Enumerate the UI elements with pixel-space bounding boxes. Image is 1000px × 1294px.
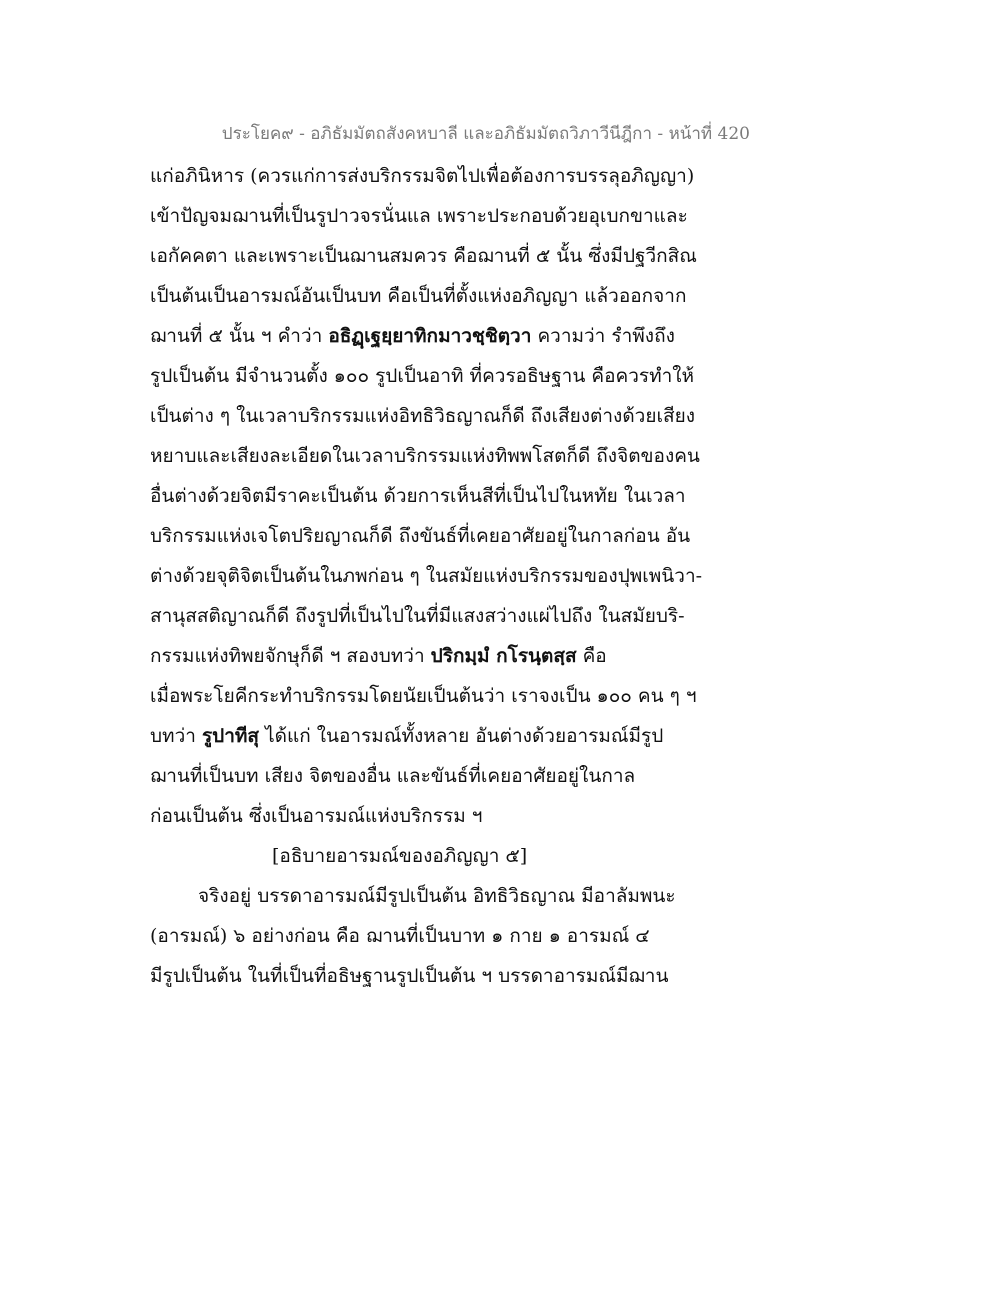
text-line	[150, 956, 750, 996]
text-line	[150, 236, 750, 276]
text-line	[150, 756, 750, 796]
pali-term: อธิฏฺเฐยฺยาทิกมาวชฺชิตฺวา	[328, 325, 532, 347]
text-segment: บทว่า	[150, 725, 202, 747]
text-segment: จริงอยู่ บรรดาอารมณ์มีรูปเป็นต้น อิทธิวิธญาณ มีอาลัมพนะ	[198, 885, 676, 907]
text-segment: บริกรรมแห่งเจโตปริยญาณก็ดี ถึงขันธ์ที่เคยอาศัยอยู่ในกาลก่อน อัน	[150, 525, 691, 547]
text-segment: เอกัคคตา และเพราะเป็นฌานสมควร คือฌานที่ ๕ นั้น ซึ่งมีปฐวีกสิณ	[150, 245, 697, 267]
text-segment: ฌานที่เป็นบท เสียง จิตของอื่น และขันธ์ที่เคยอาศัยอยู่ในกาล	[150, 765, 636, 787]
text-segment: ได้แก่ ในอารมณ์ทั้งหลาย อันต่างด้วยอารมณ์มีรูป	[259, 725, 664, 747]
text-line	[150, 156, 750, 196]
text-line	[150, 796, 750, 836]
text-line	[150, 356, 750, 396]
text-line	[150, 916, 750, 956]
text-line	[150, 276, 750, 316]
text-segment: รูปเป็นต้น มีจำนวนตั้ง ๑๐๐ รูปเป็นอาทิ ที่ควรอธิษฐาน คือควรทำให้	[150, 365, 695, 387]
text-line	[150, 396, 750, 436]
text-segment: ความว่า รำพึงถึง	[531, 325, 675, 347]
text-segment: มีรูปเป็นต้น ในที่เป็นที่อธิษฐานรูปเป็นต้น ฯ บรรดาอารมณ์มีฌาน	[150, 965, 669, 987]
text-line	[150, 556, 750, 596]
text-line	[150, 716, 750, 756]
text-segment: ก่อนเป็นต้น ซึ่งเป็นอารมณ์แห่งบริกรรม ฯ	[150, 805, 483, 827]
text-segment: ต่างด้วยจุติจิตเป็นต้นในภพก่อน ๆ ในสมัยแห่งบริกรรมของปุพเพนิวา-	[150, 565, 703, 587]
text-line	[150, 596, 750, 636]
text-line	[150, 476, 750, 516]
text-segment: เข้าปัญจมฌานที่เป็นรูปาวจรนั่นแล เพราะประกอบด้วยอุเบกขาและ	[150, 205, 688, 227]
text-segment: กรรมแห่งทิพยจักษุก็ดี ฯ สองบทว่า	[150, 645, 431, 667]
body-text	[150, 156, 750, 996]
text-segment: สานุสสติญาณก็ดี ถึงรูปที่เป็นไปในที่มีแสงสว่างแผ่ไปถึง ในสมัยบริ-	[150, 605, 685, 627]
text-segment: อื่นต่างด้วยจิตมีราคะเป็นต้น ด้วยการเห็นสีที่เป็นไปในหทัย ในเวลา	[150, 485, 686, 507]
text-line	[150, 676, 750, 716]
text-segment: ฌานที่ ๕ นั้น ฯ คำว่า	[150, 325, 329, 347]
text-segment: เมื่อพระโยคีกระทำบริกรรมโดยนัยเป็นต้นว่า เราจงเป็น ๑๐๐ คน ๆ ฯ	[150, 685, 697, 707]
text-line	[150, 196, 750, 236]
text-line	[150, 876, 750, 916]
section-heading: [อธิบายอารมณ์ของอภิญญา ๕]	[272, 845, 528, 867]
paragraph-2	[150, 876, 750, 996]
text-segment: (อารมณ์) ๖ อย่างก่อน คือ ฌานที่เป็นบาท ๑ กาย ๑ อารมณ์ ๔	[150, 925, 650, 947]
text-line	[150, 516, 750, 556]
paragraph-1	[150, 156, 750, 836]
pali-term: รูปาทีสุ	[201, 725, 260, 747]
text-line	[150, 316, 750, 356]
running-header: ประโยค๙ - อภิธัมมัตถสังคหบาลี และอภิธัมมัตถวิภาวีนีฎีกา - หน้าที่ 420	[221, 124, 750, 144]
text-segment: แก่อภินิหาร (ควรแก่การส่งบริกรรมจิตไปเพื่อต้องการบรรลุอภิญญา)	[150, 165, 695, 187]
text-segment: คือ	[576, 645, 607, 667]
pali-term: ปริกมฺมํ กโรนฺตสฺส	[430, 645, 577, 667]
text-segment: เป็นต่าง ๆ ในเวลาบริกรรมแห่งอิทธิวิธญาณก็ดี ถึงเสียงต่างด้วยเสียง	[150, 405, 695, 427]
text-segment: หยาบและเสียงละเอียดในเวลาบริกรรมแห่งทิพพโสตก็ดี ถึงจิตของคน	[150, 445, 700, 467]
text-segment: เป็นต้นเป็นอารมณ์อันเป็นบท คือเป็นที่ตั้งแห่งอภิญญา แล้วออกจาก	[150, 285, 687, 307]
text-line	[150, 436, 750, 476]
text-line	[150, 636, 750, 676]
